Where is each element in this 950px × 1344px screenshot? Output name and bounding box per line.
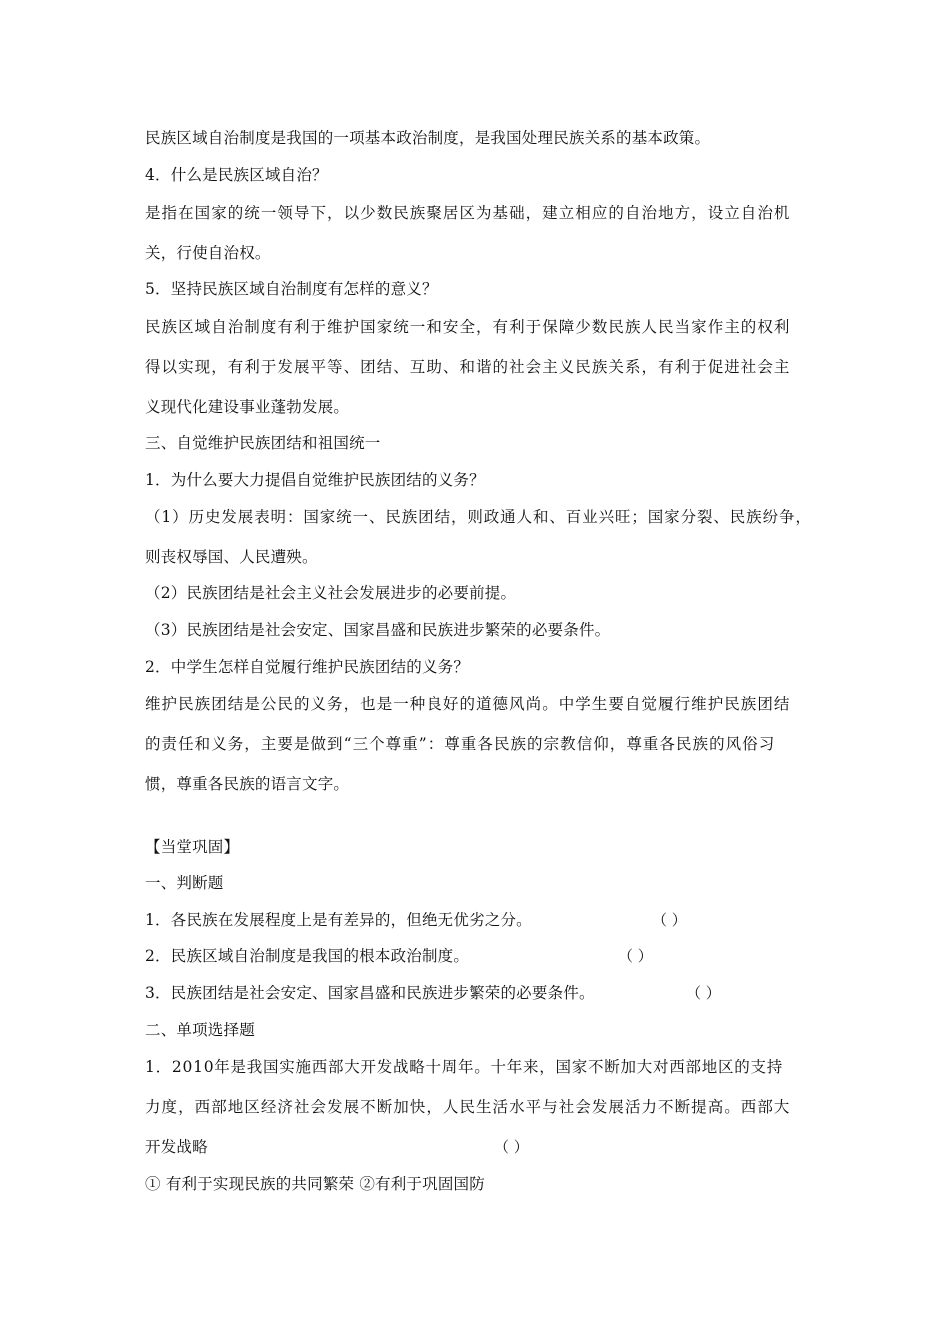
text-line: 维护民族团结是公民的义务，也是一种良好的道德风尚。中学生要自觉履行维护民族团结 (145, 695, 791, 713)
answer-blank[interactable]: （ ） (686, 984, 721, 1002)
section-heading: 二、单项选择题 (145, 1021, 255, 1039)
question-heading: 5．坚持民族区域自治制度有怎样的意义？ (145, 280, 438, 298)
answer-blank[interactable]: （ ） (618, 947, 653, 965)
text-line: （3）民族团结是社会安定、国家昌盛和民族进步繁荣的必要条件。 (145, 621, 611, 639)
answer-blank[interactable]: （ ） (494, 1138, 529, 1156)
question-heading: 4．什么是民族区域自治？ (145, 166, 328, 184)
question-heading: 2．中学生怎样自觉履行维护民族团结的义务？ (145, 658, 470, 676)
text-line: 关，行使自治权。 (145, 244, 271, 262)
choice-question: 1．2010年是我国实施西部大开发战略十周年。十年来，国家不断加大对西部地区的支持 (145, 1058, 784, 1076)
choice-options: ① 有利于实现民族的共同繁荣 ②有利于巩固国防 (145, 1175, 485, 1193)
section-title: 【当堂巩固】 (145, 838, 240, 856)
text-line: 力度，西部地区经济社会发展不断加快，人民生活水平与社会发展活力不断提高。西部大 (145, 1098, 791, 1116)
text-line: 惯，尊重各民族的语言文字。 (145, 775, 350, 793)
text-line: 民族区域自治制度是我国的一项基本政治制度，是我国处理民族关系的基本政策。 (145, 129, 711, 147)
answer-blank[interactable]: （ ） (652, 911, 687, 929)
section-heading: 一、判断题 (145, 874, 224, 892)
text-line: 则丧权辱国、人民遭殃。 (145, 548, 318, 566)
text-line: 民族区域自治制度有利于维护国家统一和安全，有利于保障少数民族人民当家作主的权利 (145, 318, 791, 336)
text-line: 义现代化建设事业蓬勃发展。 (145, 398, 350, 416)
text-line: 是指在国家的统一领导下，以少数民族聚居区为基础，建立相应的自治地方，设立自治机 (145, 204, 791, 222)
section-heading: 三、自觉维护民族团结和祖国统一 (145, 434, 381, 452)
text-line: （2）民族团结是社会主义社会发展进步的必要前提。 (145, 584, 517, 602)
question-heading: 1．为什么要大力提倡自觉维护民族团结的义务？ (145, 471, 485, 489)
judgment-item: 3．民族团结是社会安定、国家昌盛和民族进步繁荣的必要条件。 (145, 984, 595, 1002)
text-line: 得以实现，有利于发展平等、团结、互助、和谐的社会主义民族关系，有利于促进社会主 (145, 358, 791, 376)
text-line: 的责任和义务，主要是做到“三个尊重”：尊重各民族的宗教信仰，尊重各民族的风俗习 (145, 735, 776, 753)
judgment-item: 1．各民族在发展程度上是有差异的，但绝无优劣之分。 (145, 911, 532, 929)
judgment-item: 2．民族区域自治制度是我国的根本政治制度。 (145, 947, 470, 965)
text-line: 开发战略 (145, 1138, 208, 1156)
text-line: （1）历史发展表明：国家统一、民族团结，则政通人和、百业兴旺；国家分裂、民族纷争， (145, 508, 812, 526)
